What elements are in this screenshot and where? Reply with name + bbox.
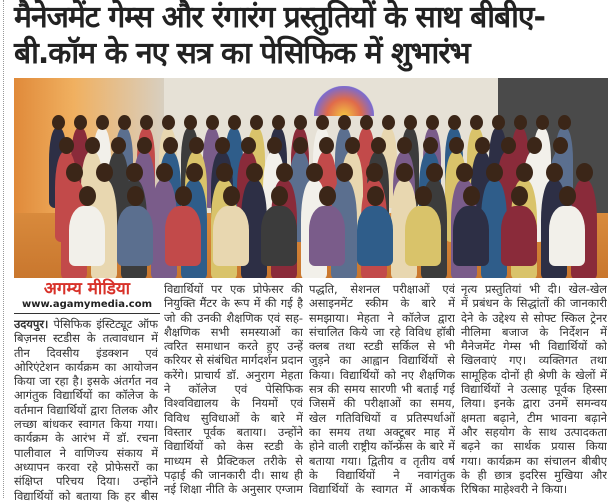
article-line: ओरिएंटेशन कार्यक्रम का आयोजन: [14, 359, 158, 374]
photo-person-head: [184, 115, 197, 130]
article-line: बिज़नस स्टडीस के तत्वावधान में: [14, 331, 158, 346]
photo-person-head: [74, 115, 87, 130]
photo-person-head: [267, 137, 282, 154]
article-line: जुड़ने का आह्वान विद्यार्थियों से: [309, 353, 455, 368]
article-line: किया जा रहा है। इसके अंतर्गत नव: [14, 374, 158, 389]
photo-seated-person: [501, 206, 537, 266]
article-line: आगंतुक विद्यार्थियों का कॉलेज के: [14, 388, 158, 403]
article-line: बताया गया। द्वितीय व तृतीय वर्ष: [309, 453, 455, 468]
photo-person-head: [111, 137, 126, 154]
article-line: संचालित किये जा रहे विविध हॉबी: [309, 324, 455, 339]
article-line: असाइनमेंट स्कीम के बारे में: [309, 296, 455, 311]
photo-person-head: [316, 115, 329, 130]
photo-person-head: [366, 163, 383, 182]
photo-person-head: [66, 163, 83, 182]
photo-person-head: [553, 137, 568, 154]
photo-person-head: [536, 115, 549, 130]
headline-line-2: बी.कॉम के नए सत्र का पेसिफिक में शुभारंभ: [14, 36, 470, 71]
photo-person-head: [456, 163, 473, 182]
photo-person-head: [367, 186, 384, 206]
photo-person-head: [250, 115, 263, 130]
photo-person-head: [448, 115, 461, 130]
article-line: और सहयोग के साथ उत्पादकता: [461, 424, 607, 439]
photo-person-head: [319, 137, 334, 154]
photo-person-head: [371, 137, 386, 154]
article-line: विद्यार्थियों ने उत्साह पूर्वक हिस्सा: [461, 382, 607, 397]
article-line: कार्यक्रम के आरंभ में डॉ. रचना: [14, 431, 158, 446]
photo-person-head: [415, 186, 432, 206]
headline: [14, 0, 614, 72]
photo-person-head: [294, 115, 307, 130]
photo-person-head: [527, 137, 542, 154]
article-line: लिया। इनके द्वारा उनमें समन्वय: [461, 396, 607, 411]
article-line: रिषिका माहेश्वरी ने किया।: [461, 482, 568, 497]
photo-seated-person: [357, 206, 393, 266]
logo-name: अगम्य मीडिया: [43, 279, 131, 299]
article-line: विस्तार पूर्वक बताया। उन्होंने: [164, 424, 303, 439]
photo-person-head: [463, 186, 480, 206]
photo-person-head: [492, 115, 505, 130]
photo-person-head: [276, 163, 293, 182]
article-line: वर्तमान विद्यार्थियों द्वारा तिलक और: [14, 402, 158, 417]
article-line: विद्यार्थियों को बताया कि हर बीस: [14, 488, 158, 503]
article-column-4: [461, 282, 607, 496]
photo-seated-person: [405, 206, 441, 266]
photo-person-head: [118, 115, 131, 130]
article-line: जो की उनकी शैक्षणिक एवं सह-: [164, 310, 303, 325]
photo-person-head: [360, 115, 373, 130]
photo-person-head: [559, 186, 576, 206]
photo-person-head: [215, 137, 230, 154]
article-line: त्वरित समाधान करते हुए उन्हें: [164, 339, 303, 354]
photo-person-head: [246, 163, 263, 182]
photo-person-head: [163, 137, 178, 154]
photo-person-head: [206, 115, 219, 130]
photo-person-head: [271, 186, 288, 206]
article-column-1: [14, 317, 158, 503]
photo-person-head: [223, 186, 240, 206]
article-line: पढ़ाई की जानकारी दी। साथ ही: [164, 467, 303, 482]
photo-seated-person: [309, 206, 345, 266]
photo-person-head: [96, 115, 109, 130]
article-line: अध्यापन करवा रहे प्रोफेसरों का: [14, 459, 158, 474]
article-line: गया। कार्यक्रम का संचालन बीबीए: [461, 453, 607, 468]
photo-person-head: [228, 115, 241, 130]
photo-seated-person: [453, 206, 489, 266]
article-line: नई शिक्षा नीति के अनुसार एग्जाम: [164, 482, 303, 497]
article-line: करियर से संबंधित मार्गदर्शन प्रदान: [164, 353, 303, 368]
photo-person-head: [216, 163, 233, 182]
article-line: क्लब तथा स्टडी सर्किल से भी: [309, 339, 455, 354]
photo-person-head: [85, 137, 100, 154]
photo-person-head: [156, 163, 173, 182]
photo-person-head: [501, 137, 516, 154]
photo-person-head: [186, 163, 203, 182]
photo-person-head: [126, 163, 143, 182]
photo-person-head: [137, 137, 152, 154]
article-line: सामूहिक दोनों ही श्रेणी के खेलों में: [461, 367, 607, 382]
photo-person-head: [576, 163, 593, 182]
photo-person-head: [52, 115, 65, 130]
article-line: में प्रबंधन के सिद्धांतों की जानकारी: [461, 296, 607, 311]
photo-person-head: [558, 115, 571, 130]
photo-person-head: [79, 186, 96, 206]
article-line: समझाया। मेहता ने कॉलेज द्वारा: [309, 310, 455, 325]
clipping-border: [3, 0, 4, 498]
article-line: मैनेजमेंट गेम्स भी विद्यार्थियों को: [461, 339, 607, 354]
article-line: करेंगे। प्राचार्य डॉ. अनुराग मेहता: [164, 367, 303, 382]
group-photo: [14, 78, 608, 278]
article-column-3: [309, 282, 455, 496]
article-line: सत्र की समय सारणी भी बताई गई: [309, 382, 455, 397]
photo-person-head: [175, 186, 192, 206]
article-line: देने के उद्देश्य से सोफ्ट स्किल ट्रेनर: [461, 310, 607, 325]
photo-person-head: [426, 115, 439, 130]
photo-person-head: [96, 163, 113, 182]
photo-person-head: [306, 163, 323, 182]
photo-person-head: [345, 137, 360, 154]
article-line: तीन दिवसीय इंडक्शन एवं: [14, 345, 158, 360]
article-line: नीलिमा बजाज के निर्देशन में: [461, 324, 607, 339]
photo-person-head: [189, 137, 204, 154]
photo-person-head: [140, 115, 153, 130]
photo-seated-person: [165, 206, 201, 266]
article-line: [14, 317, 158, 331]
photo-person-head: [338, 115, 351, 130]
article-line: माध्यम से प्रैक्टिकल तरीके से: [164, 453, 303, 468]
article-line: संक्षिप्त परिचय दिया। उन्होंने: [14, 474, 158, 489]
photo-seated-person: [549, 206, 585, 266]
article-line: ने कॉलेज एवं पेसिफिक: [164, 382, 303, 397]
article-line: पालीवाल ने वाणिज्य संकाय में: [14, 445, 158, 460]
article-line: खिलवाएं गए। व्यक्तिगत तथा: [461, 353, 607, 368]
article-line: पद्धति, सेशनल परीक्षाओं एवं: [309, 282, 455, 296]
article-line: विद्यार्थियों पर एक प्रोफेसर की: [164, 282, 303, 296]
photo-person-head: [272, 115, 285, 130]
photo-person-head: [336, 163, 353, 182]
photo-person-head: [511, 186, 528, 206]
article-line: के विद्यार्थियों ने नवागंतुक: [309, 467, 455, 482]
photo-person-head: [162, 115, 175, 130]
article-line: विद्यार्थियों के स्वागत में आकर्षक: [309, 482, 455, 497]
photo-person-head: [546, 163, 563, 182]
headline-line-1: मैनेजमेंट गेम्स और रंगारंग प्रस्तुतियों के साथ बीबीए-: [14, 0, 545, 35]
photo-person-head: [397, 137, 412, 154]
article-line: किया। विद्यार्थियों को नए शैक्षणिक: [309, 367, 455, 382]
photo-person-head: [449, 137, 464, 154]
photo-person-head: [382, 115, 395, 130]
photo-person-head: [404, 115, 417, 130]
article-line: शैक्षणिक सभी समस्याओं का: [164, 324, 303, 339]
logo-url: www.agamymedia.com: [14, 299, 160, 314]
article-line: लच्छा बांधकर स्वागत किया गया।: [14, 417, 158, 432]
photo-person-head: [486, 163, 503, 182]
article-line: विविध सुविधाओं के बारे में: [164, 410, 303, 425]
article-line: के ही छात्र इदरिस मुखिया और: [461, 467, 607, 482]
photo-person-head: [59, 137, 74, 154]
article-line: का समय तथा अक्टूबर माह में: [309, 424, 455, 439]
article-line: खेल गतिविधियों व प्रतिस्पर्धाओं: [309, 410, 455, 425]
article-line: जिसमें की परीक्षाओं का समय,: [309, 396, 455, 411]
article-text: पेसिफिक इंस्टिट्यूट ऑफ: [48, 317, 158, 331]
article-line: नियुक्ति मैंटर के रूप में की गई है: [164, 296, 303, 311]
photo-person-head: [475, 137, 490, 154]
article-line: नृत्य प्रस्तुतियां भी दी। खेल-खेल: [461, 282, 607, 296]
photo-person-head: [241, 137, 256, 154]
photo-person-head: [319, 186, 336, 206]
article-line: विश्वविद्यालय के नियमों एवं: [164, 396, 303, 411]
article-line: बढ़ने का सार्थक प्रयास किया: [461, 439, 607, 454]
photo-person-head: [516, 163, 533, 182]
photo-person-head: [470, 115, 483, 130]
publisher-logo: [14, 279, 160, 314]
photo-person-head: [426, 163, 443, 182]
article-column-2: [164, 282, 303, 496]
photo-person-head: [514, 115, 527, 130]
photo-person-head: [396, 163, 413, 182]
photo-seated-person: [213, 206, 249, 266]
photo-person-head: [293, 137, 308, 154]
article-line: क्षमता बढ़ाने, टीम भावना बढ़ाने: [461, 410, 607, 425]
article-line: होने वाली राष्ट्रीय कॉन्फ्रेंस के बारे में: [309, 439, 455, 454]
photo-seated-person: [261, 206, 297, 266]
photo-seated-person: [69, 206, 105, 266]
dateline: उदयपुर।: [14, 317, 49, 331]
photo-person-head: [423, 137, 438, 154]
photo-person-head: [127, 186, 144, 206]
article-line: विद्यार्थियों को केस स्टडी के: [164, 439, 303, 454]
photo-seated-person: [117, 206, 153, 266]
photo-banner: [314, 86, 374, 116]
